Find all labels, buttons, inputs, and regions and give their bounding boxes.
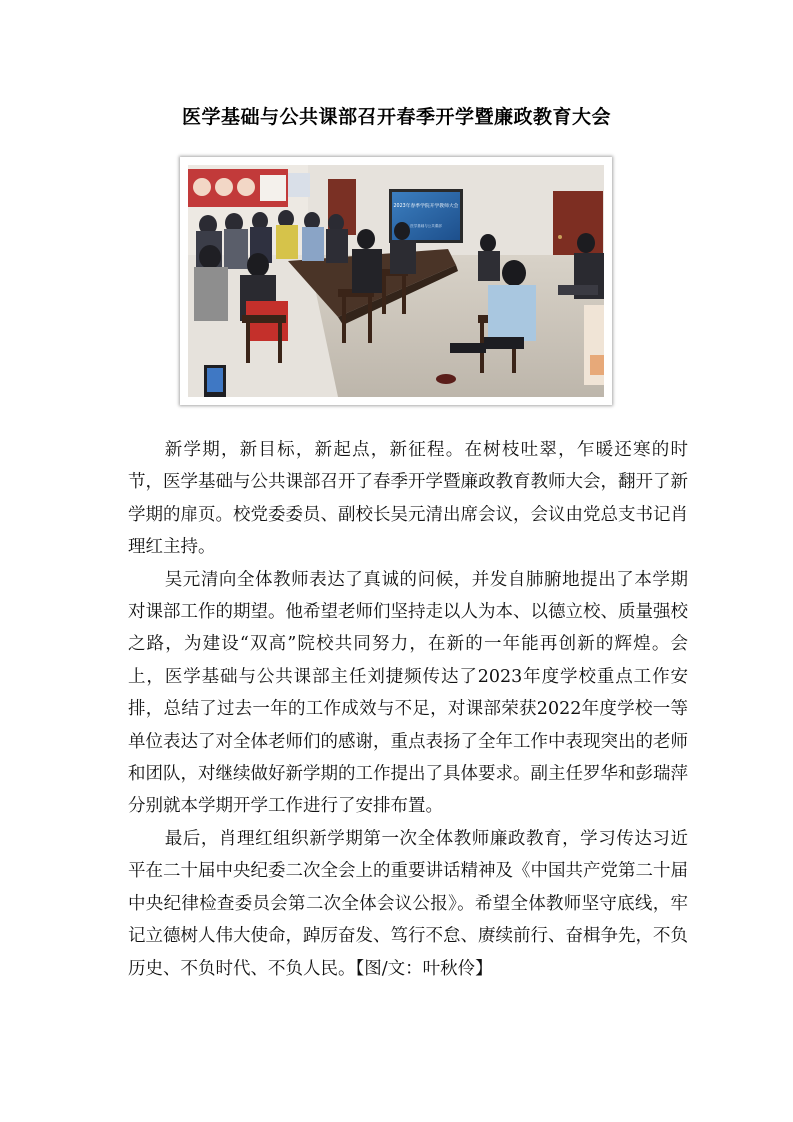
meeting-photo-image — [188, 165, 604, 397]
article-title: 医学基础与公共课部召开春季开学暨廉政教育大会 — [181, 106, 611, 128]
screen-heading: 2023年春季学院开学教师大会 — [393, 204, 459, 209]
meeting-photo — [180, 157, 612, 405]
article-paragraph: 吴元清向全体教师表达了真诚的问候，并发自肺腑地提出了本学期对课部工作的期望。他希望老师们坚持走以人为本、以德立校、质量强校之路，为建设“双高”院校共同努力，在新的一年能再创新的辉煌。会上，医学基础与公共课部主任刘捷频传达了2023年度学校重点工作安排，总结了过去一年的工作成效与不足，对课部荣获2022年度学校一等单位表达了对全体老师们的感谢，重点表扬了全年工作中表现突出的老师和团队，对继续做好新学期的工作提出了具体要求。副主任罗华和彭瑞萍分别就本学期开学工作进行了安排布置。 — [128, 569, 688, 817]
article-body — [128, 434, 688, 985]
screen-subtitle: 医学基础与公共课部 — [410, 224, 442, 228]
article-paragraph: 最后，肖理红组织新学期第一次全体教师廉政教育，学习传达习近平在二十届中央纪委二次全会上的重要讲话精神及《中国共产党第二十届中央纪律检查委员会第二次全体会议公报》。希望全体教师坚守底线，牢记立德树人伟大使命，踔厉奋发、笃行不怠、赓续前行、奋楫争先，不负历史、不负时代、不负人民。【图/文：叶秋伶】 — [128, 828, 688, 979]
article-paragraph: 新学期，新目标，新起点，新征程。在树枝吐翠，乍暖还寒的时节，医学基础与公共课部召开了春季开学暨廉政教育教师大会，翻开了新学期的扉页。校党委委员、副校长吴元清出席会议，会议由党总支书记肖理红主持。 — [128, 440, 688, 558]
